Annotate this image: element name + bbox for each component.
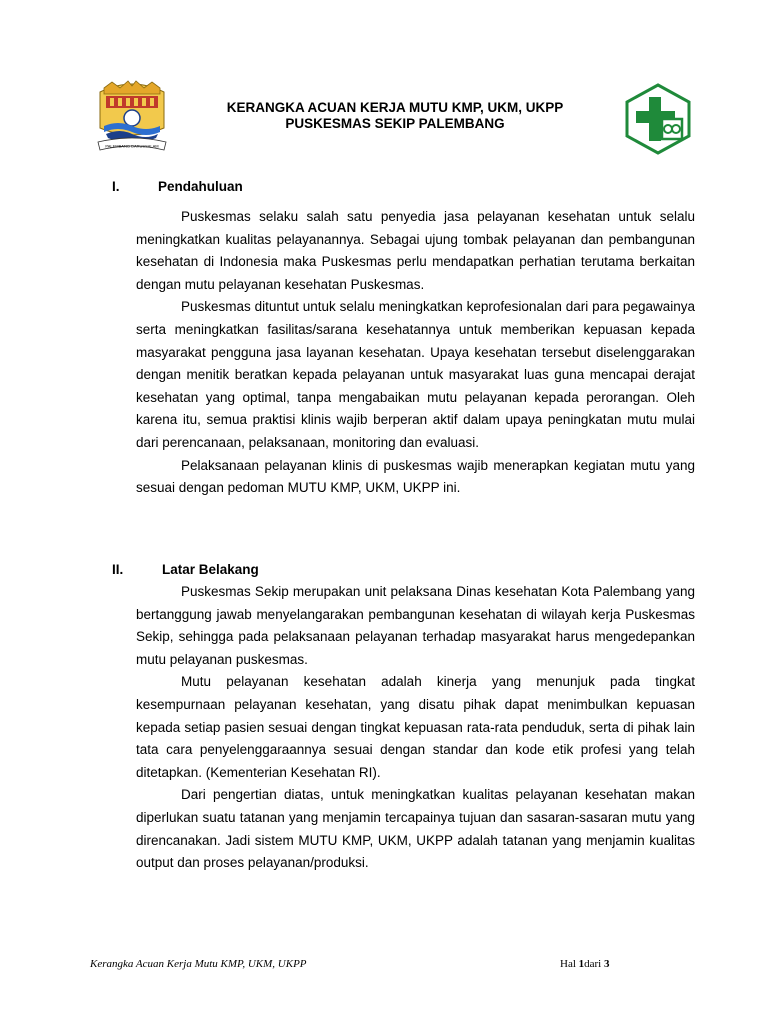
section-2-title: Latar Belakang [162,562,259,577]
section-1-title: Pendahuluan [158,179,243,194]
document-header-title [190,100,600,132]
section-2-body [136,581,695,875]
section-1-number: I. [112,179,120,194]
footer-page-total: 3 [604,958,610,970]
section-1-paragraph: Puskesmas dituntut untuk selalu meningkatkan keprofesionalan dari para pegawainya serta meningkatkan fasilitas/sarana kesehatannya untuk memberikan kepuasan kepada masyarakat pengguna jasa layanan kesehatan. Upaya kesehatan tersebut diselenggarakan dengan menitik beratkan kepada pelayanan untuk masyarakat luas guna mencapai derajat kesehatan yang optimal, tanpa mengabaikan mutu pelayanan kepada perorangan. Oleh karena itu, semua praktisi klinis wajib berperan aktif dalam upaya peningkatan mutu mulai dari perencanaan, pelaksanaan, monitoring dan evaluasi. [136,299,695,450]
footer-document-title: Kerangka Acuan Kerja Mutu KMP, UKM, UKPP [90,958,307,970]
emblem-banner-text: PALEMBANG DARUSSALAM [105,143,159,149]
footer-page-prefix: Hal [560,958,576,970]
footer-page-number [560,958,610,970]
section-1-paragraph: Puskesmas selaku salah satu penyedia jasa pelayanan kesehatan untuk selalu meningkatkan kualitas pelayanannya. Sebagai ujung tombak pelayanan dan pembangunan kesehatan di Indonesia maka Puskesmas perlu mendapatkan perhatian terutama berkaitan dengan mutu pelayanan kesehatan Puskesmas. [136,209,695,292]
section-2-paragraph: Puskesmas Sekip merupakan unit pelaksana Dinas kesehatan Kota Palembang yang bertanggung jawab menyelangarakan pembangunan kesehatan di wilayah kerja Puskesmas Sekip, sehingga pada pelaksanaan pelayanan terhadap masyarakat harus mengedepankan mutu pelayanan puskesmas. [136,584,695,667]
header-title-line1: KERANGKA ACUAN KERJA MUTU KMP, UKM, UKPP [226,100,564,115]
section-1-body [136,206,695,500]
section-2-paragraph: Dari pengertian diatas, untuk meningkatkan kualitas pelayanan kesehatan makan diperlukan suatu tatanan yang menjamin tercapainya tujuan dan sasaran-sasaran mutu yang direncanakan. Jadi sistem MUTU KMP, UKM, UKPP adalah tatanan yang menjamin kualitas output dan proses pelayanan/produksi. [136,787,695,871]
section-2-paragraph: Mutu pelayanan kesehatan adalah kinerja yang menunjuk pada tingkat kesempurnaan pelayanan kesehatan, yang disatu pihak dapat menimbulkan kepuasan kepada setiap pasien sesuai dengan tingkat kepuasan rata-rata penduduk, serta di pihak lain tata cara penyelenggaraannya sesuai dengan standar dan kode etik profesi yang telah ditetapkan. (Kementerian Kesehatan RI). [136,674,695,780]
footer-page-current: 1 [578,958,585,970]
header-title-line2: PUSKESMAS SEKIP PALEMBANG [285,116,505,131]
puskesmas-logo [624,83,692,155]
footer-page-separator: dari [584,958,602,970]
section-1-paragraph: Pelaksanaan pelayanan klinis di puskesmas wajib menerapkan kegiatan mutu yang sesuai dengan pedoman MUTU KMP, UKM, UKPP ini. [136,457,695,496]
section-2-number: II. [112,562,124,577]
palembang-emblem-logo [90,78,174,156]
